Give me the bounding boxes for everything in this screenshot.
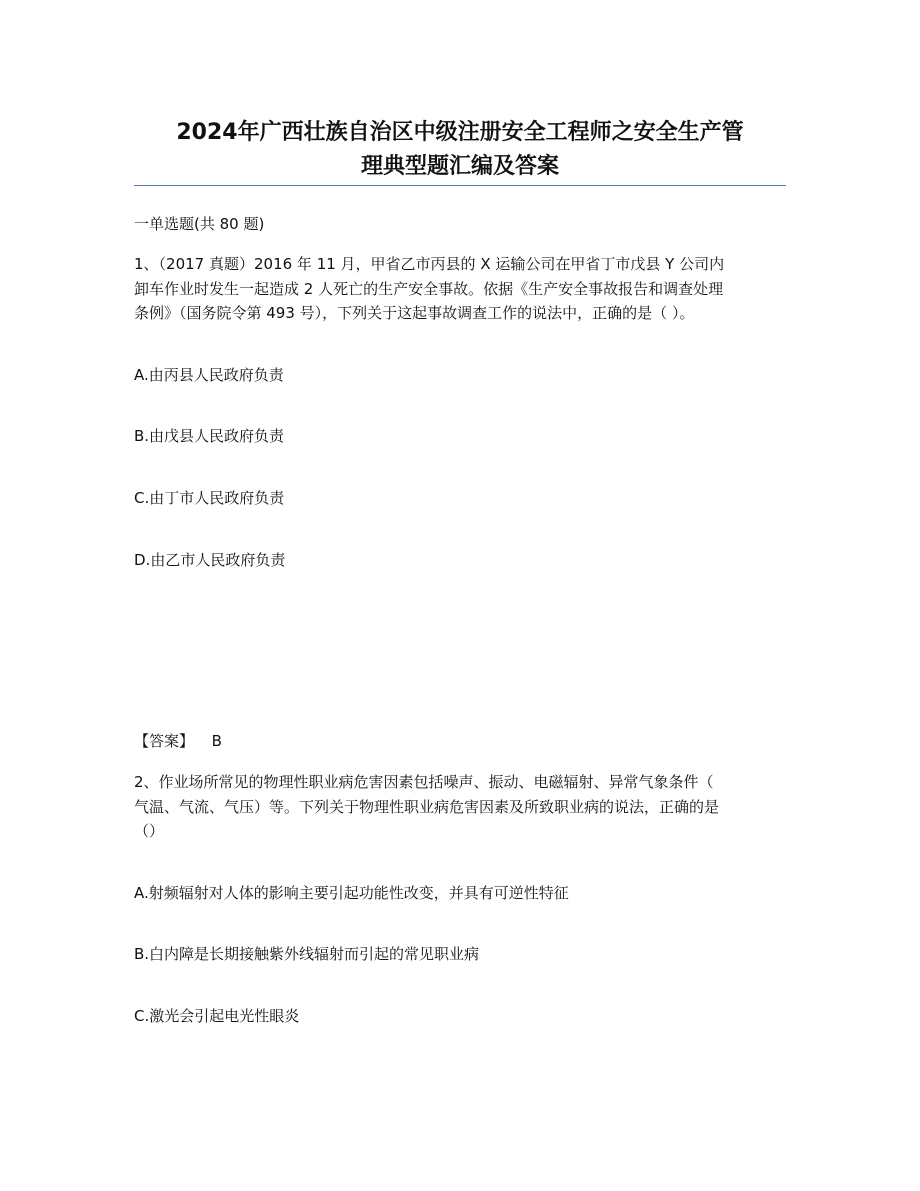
question-2-line-3: （） [134, 822, 165, 840]
question-2-line-2: 气温、气流、气压）等。下列关于物理性职业病危害因素及所致职业病的说法，正确的是 [134, 798, 720, 816]
title-line-2: 理典型题汇编及答案 [360, 154, 559, 179]
document-title [134, 116, 786, 184]
question-2-option-b: B.白内障是长期接触紫外线辐射而引起的常见职业病 [134, 945, 480, 963]
question-1-line-1: 1、（2017 真题）2016 年 11 月，甲省乙市丙县的 X 运输公司在甲省丁市戊县 Y 公司内 [134, 255, 725, 273]
question-1-option-a: A.由丙县人民政府负责 [134, 366, 284, 384]
question-1-option-b: B.由戊县人民政府负责 [134, 427, 285, 445]
section-heading: 一单选题(共 80 题) [134, 215, 265, 233]
title-divider [134, 185, 786, 186]
answer-label: 【答案】 [134, 732, 195, 750]
answer-value: B [211, 732, 222, 750]
question-1-option-c: C.由丁市人民政府负责 [134, 489, 285, 507]
question-1-option-d: D.由乙市人民政府负责 [134, 551, 286, 569]
question-1-answer [134, 731, 786, 751]
question-2-option-a: A.射频辐射对人体的影响主要引起功能性改变，并具有可逆性特征 [134, 884, 569, 902]
question-1-line-3: 条例》（国务院令第 493 号），下列关于这起事故调查工作的说法中，正确的是（ ）。 [134, 304, 695, 322]
question-2-option-c: C.激光会引起电光性眼炎 [134, 1007, 300, 1025]
question-1-line-2: 卸车作业时发生一起造成 2 人死亡的生产安全事故。依据《生产安全事故报告和调查处理 [134, 280, 724, 298]
title-line-1: 2024年广西壮族自治区中级注册安全工程师之安全生产管 [176, 120, 744, 145]
question-2-line-1: 2、作业场所常见的物理性职业病危害因素包括噪声、振动、电磁辐射、异常气象条件（ [134, 773, 714, 791]
